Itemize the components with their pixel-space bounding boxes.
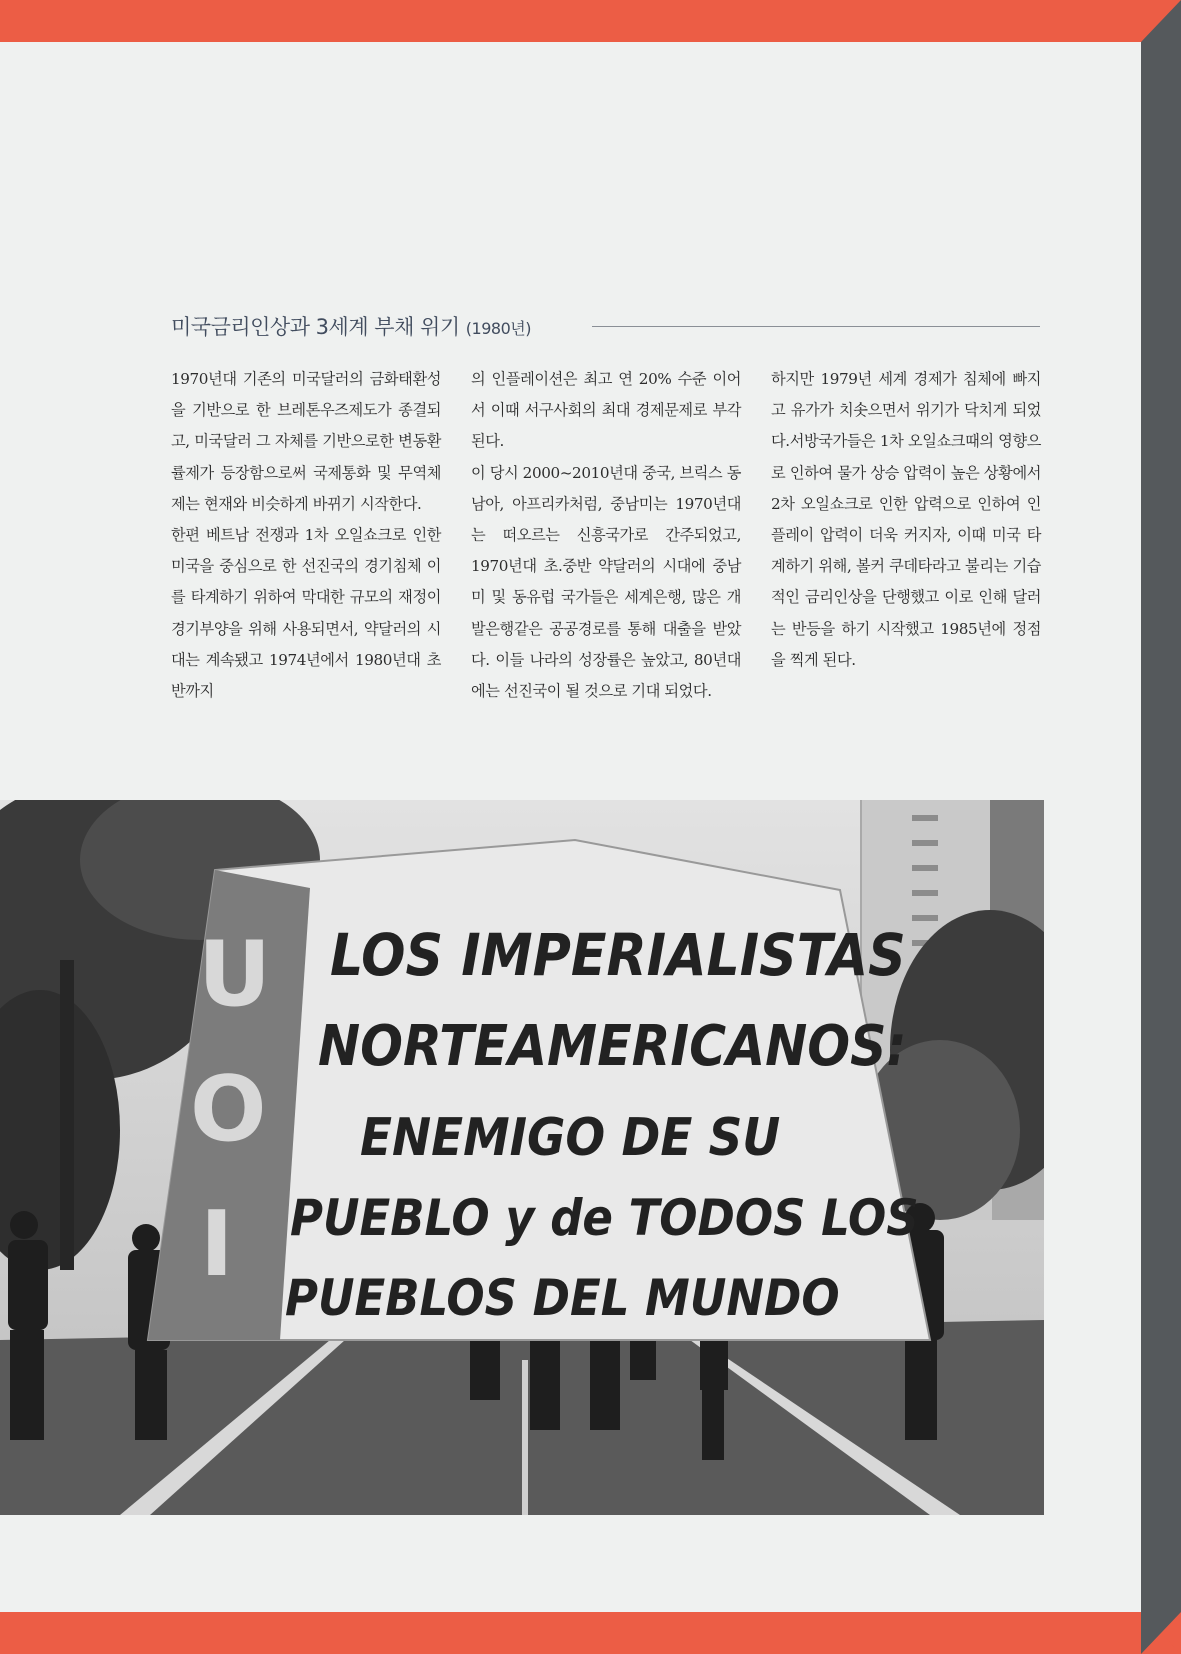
top-accent-bar	[0, 0, 1181, 42]
section-title: 미국금리인상과 3세계 부채 위기	[171, 315, 460, 339]
side-panel	[1141, 0, 1181, 1654]
text-column-2	[471, 364, 741, 707]
banner-side-letter: U	[198, 922, 272, 1027]
paragraph: 1970년대 기존의 미국달러의 금화태환성을 기반으로 한 브레톤우즈제도가 종결되고, 미국달러 그 자체를 기반으로한 변동환률제가 등장함으로써 국제통화 및 무역체제는 현재와 비슷하게 바뀌기 시작한다.	[171, 370, 441, 513]
banner-side-letter: I	[200, 1192, 234, 1297]
section-heading	[171, 311, 531, 341]
paragraph: 하지만 1979년 세계 경제가 침체에 빠지고 유가가 치솟으면서 위기가 닥치게 되었다.서방국가들은 1차 오일쇼크때의 영향으로 인하여 물가 상승 압력이 높은 상황에서 2차 오일쇼크로 인한 압력으로 인하여 인플레이 압력이 더욱 커지자, 이때 미국 타계하기 위해, 볼커 쿠데타라고 불리는 기습적인 금리인상을 단행했고 이로 인해 달러는 반등을 하기 시작했고 1985년에 정점을 찍게 된다.	[771, 370, 1041, 669]
paragraph: 의 인플레이션은 최고 연 20% 수준 이어서 이때 서구사회의 최대 경제문제로 부각된다.	[471, 370, 741, 451]
banner-line: LOS IMPERIALISTAS	[330, 921, 906, 989]
banner-line: PUEBLOS DEL MUNDO	[285, 1269, 840, 1327]
paragraph: 한편 베트남 전쟁과 1차 오일쇼크로 인한 미국을 중심으로 한 선진국의 경기침체 이를 타계하기 위하여 막대한 규모의 재정이 경기부양을 위해 사용되면서, 약달러의 시대는 계속됐고 1974년에서 1980년대 초반까지	[171, 526, 441, 701]
paragraph: 이 당시 2000~2010년대 중국, 브릭스 동남아, 아프리카처럼, 중남미는 1970년대는 떠오르는 신흥국가로 간주되었고, 1970년대 초.중반 약달러의 시대에 중남미 및 동유럽 국가들은 세계은행, 많은 개발은행같은 공공경로를 통해 대출을 받았다. 이들 나라의 성장률은 높았고, 80년대에는 선진국이 될 것으로 기대 되었다.	[471, 463, 741, 701]
banner-side-letter: O	[190, 1057, 267, 1162]
top-corner-fold	[1141, 0, 1181, 42]
text-column-3	[771, 364, 1041, 676]
bottom-accent-bar	[0, 1612, 1181, 1654]
banner-line: ENEMIGO DE SU	[360, 1108, 781, 1168]
heading-rule	[592, 326, 1040, 327]
protest-photo	[0, 800, 1044, 1515]
banner-line: NORTEAMERICANOS:	[318, 1014, 907, 1079]
banner-line: PUEBLO y de TODOS LOS	[290, 1189, 919, 1247]
text-column-1	[171, 364, 441, 707]
section-title-year: (1980년)	[465, 319, 531, 338]
bottom-corner-fold	[1141, 1612, 1181, 1654]
